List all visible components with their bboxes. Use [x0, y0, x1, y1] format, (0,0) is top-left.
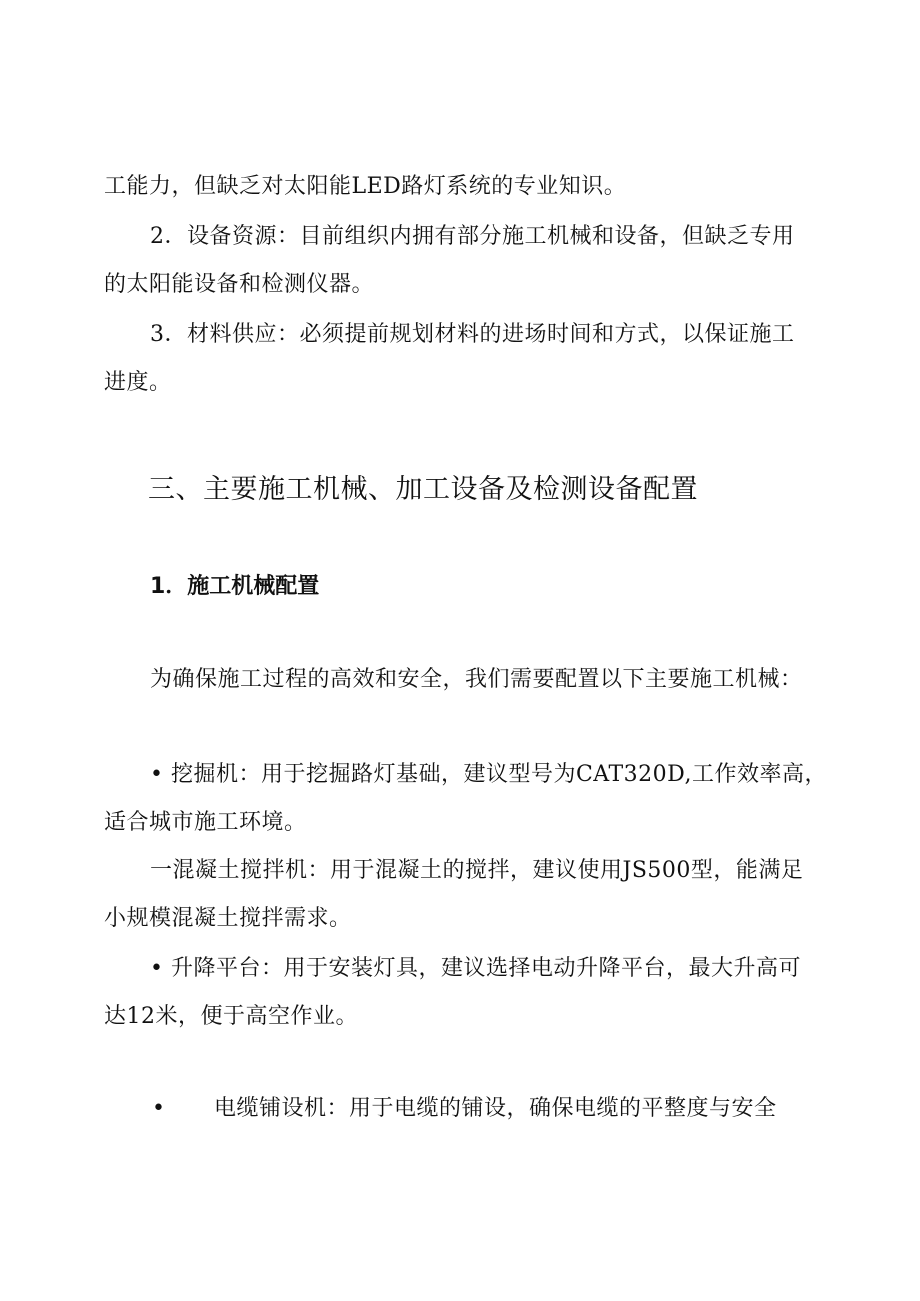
subsection-heading: 1．施工机械配置 [150, 574, 320, 599]
bullet-marker: • [152, 1096, 165, 1121]
list-item-cable: 电缆铺设机：用于电缆的铺设，确保电缆的平整度与安全 [214, 1096, 777, 1121]
paragraph-line: 3．材料供应：必须提前规划材料的进场时间和方式，以保证施工 [150, 322, 795, 347]
paragraph-line: 2．设备资源：目前组织内拥有部分施工机械和设备，但缺乏专用 [150, 224, 795, 249]
paragraph-line: 工能力，但缺乏对太阳能LED路灯系统的专业知识。 [104, 174, 627, 199]
list-item-mixer-continued: 小规模混凝土搅拌需求。 [104, 906, 352, 931]
section-heading: 三、主要施工机械、加工设备及检测设备配置 [148, 474, 698, 505]
paragraph-line: 的太阳能设备和检测仪器。 [104, 272, 375, 297]
paragraph-line: 进度。 [104, 370, 172, 395]
list-item-mixer: 一混凝土搅拌机：用于混凝土的搅拌，建议使用JS500型，能满足 [150, 858, 804, 883]
list-item-excavator-continued: 适合城市施工环境。 [104, 810, 307, 835]
list-item-lift-continued: 达12米，便于高空作业。 [104, 1004, 358, 1029]
list-item-excavator: • 挖掘机：用于挖掘路灯基础，建议型号为CAT320D,工作效率高， [150, 762, 828, 787]
intro-paragraph: 为确保施工过程的高效和安全，我们需要配置以下主要施工机械： [150, 667, 803, 692]
list-item-lift: • 升降平台：用于安装灯具，建议选择电动升降平台，最大升高可 [150, 956, 801, 981]
